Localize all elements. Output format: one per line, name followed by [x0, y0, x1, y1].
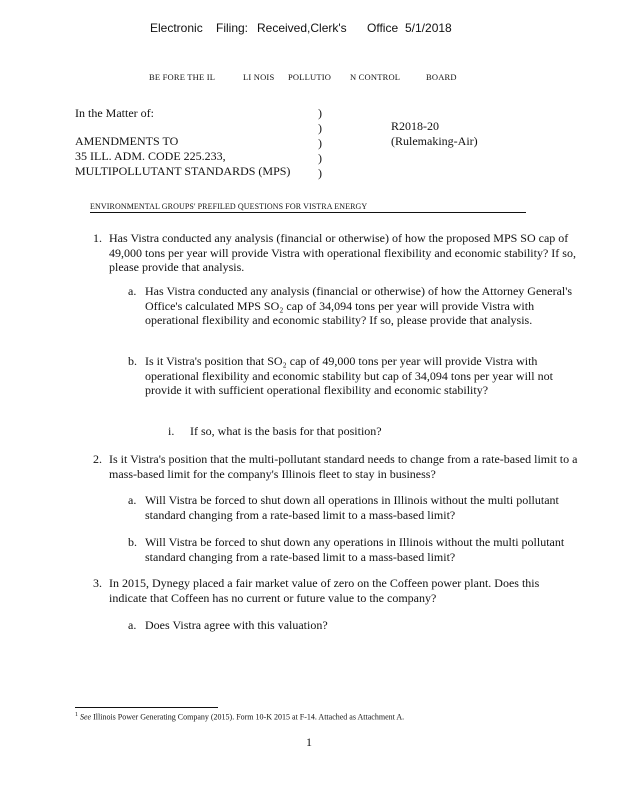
question-text: Is it Vistra's position that the multi-pollutant standard needs to change from a rate-based limit to a mass-based limit for the company's Illinois fleet to stay in business? [109, 452, 578, 481]
question-text: In 2015, Dynegy placed a fair market value of zero on the Coffeen power plant. Does this indicate that Coffeen has no current or future value to the company? [109, 576, 540, 605]
subquestion-text: Will Vistra be forced to shut down any operations in Illinois without the multi pollutant standard changing from a rate-based limit to a mass-based limit? [145, 535, 565, 564]
board-title-part-4: N CONTROL [350, 72, 401, 82]
board-title-part-3: POLLUTIO [288, 72, 332, 82]
header-received: Received,Clerk's [257, 21, 347, 35]
board-title-part-5: BOARD [426, 72, 457, 82]
board-title-part-2: LI NOIS [243, 72, 275, 82]
caption-matter: In the Matter of: [75, 106, 154, 120]
subquestion-letter: a. [128, 284, 137, 298]
subquestion-text: Has Vistra conducted any analysis (financial or otherwise) of how the Attorney General's Office's calculated MPS SO₂ cap of 34,094 tons per year will provide Vistra with operational flexibility and economic stability? If so, please provide that analysis. [145, 284, 573, 327]
subquestion-text: Will Vistra be forced to shut down all operations in Illinois without the multi pollutant standard changing from a rate-based limit to a mass-based limit? [145, 493, 559, 522]
question-number: 3. [93, 576, 102, 590]
header-office: Office [367, 21, 399, 35]
caption-paren: ) [318, 106, 322, 120]
question-text: Has Vistra conducted any analysis (financial or otherwise) of how the proposed MPS SO cap of 49,000 tons per year will provide Vistra with operational flexibility and economic stability? If so, please provide that analysis. [109, 231, 576, 274]
subquestion-text: Does Vistra agree with this valuation? [145, 618, 328, 632]
footnote-text: Illinois Power Generating Company (2015). Form 10-K 2015 at F-14. Attached as Attachment A. [93, 712, 405, 722]
caption-paren: ) [318, 121, 322, 135]
question-number: 1. [93, 231, 102, 245]
footnote-divider [75, 707, 218, 708]
subsubquestion-numeral: i. [168, 424, 175, 438]
subquestion-letter: a. [128, 618, 137, 632]
footnote-see: See [80, 712, 92, 722]
subsubquestion-text: If so, what is the basis for that position? [190, 424, 382, 438]
caption-line-2: 35 ILL. ADM. CODE 225.233, [75, 149, 226, 163]
caption-paren: ) [318, 136, 322, 150]
docket-number: R2018-20 [391, 119, 439, 133]
page-number: 1 [306, 735, 312, 749]
question-number: 2. [93, 452, 102, 466]
subquestion-letter: a. [128, 493, 137, 507]
caption-line-1: AMENDMENTS TO [75, 134, 179, 148]
header-date: 5/1/2018 [405, 21, 452, 35]
footnote [75, 712, 404, 722]
caption-line-3: MULTIPOLLUTANT STANDARDS (MPS) [75, 164, 291, 178]
caption-paren: ) [318, 166, 322, 180]
docket-type: (Rulemaking-Air) [391, 134, 478, 148]
subquestion-letter: b. [128, 535, 137, 549]
section-title: ENVIRONMENTAL GROUPS' PREFILED QUESTIONS FOR VISTRA ENERGY [90, 202, 526, 213]
footnote-marker: 1 [75, 712, 78, 718]
header-filing: Filing: [216, 21, 249, 35]
subquestion-letter: b. [128, 354, 137, 368]
subquestion-text: Is it Vistra's position that SO₂ cap of 49,000 tons per year will provide Vistra with operational flexibility and economic stability but cap of 34,094 tons per year will not provide it with sufficient operational flexibility and economic stability? [145, 354, 553, 397]
board-title-part-1: BE FORE THE IL [149, 72, 216, 82]
header-electronic: Electronic [150, 21, 203, 35]
caption-paren: ) [318, 151, 322, 165]
